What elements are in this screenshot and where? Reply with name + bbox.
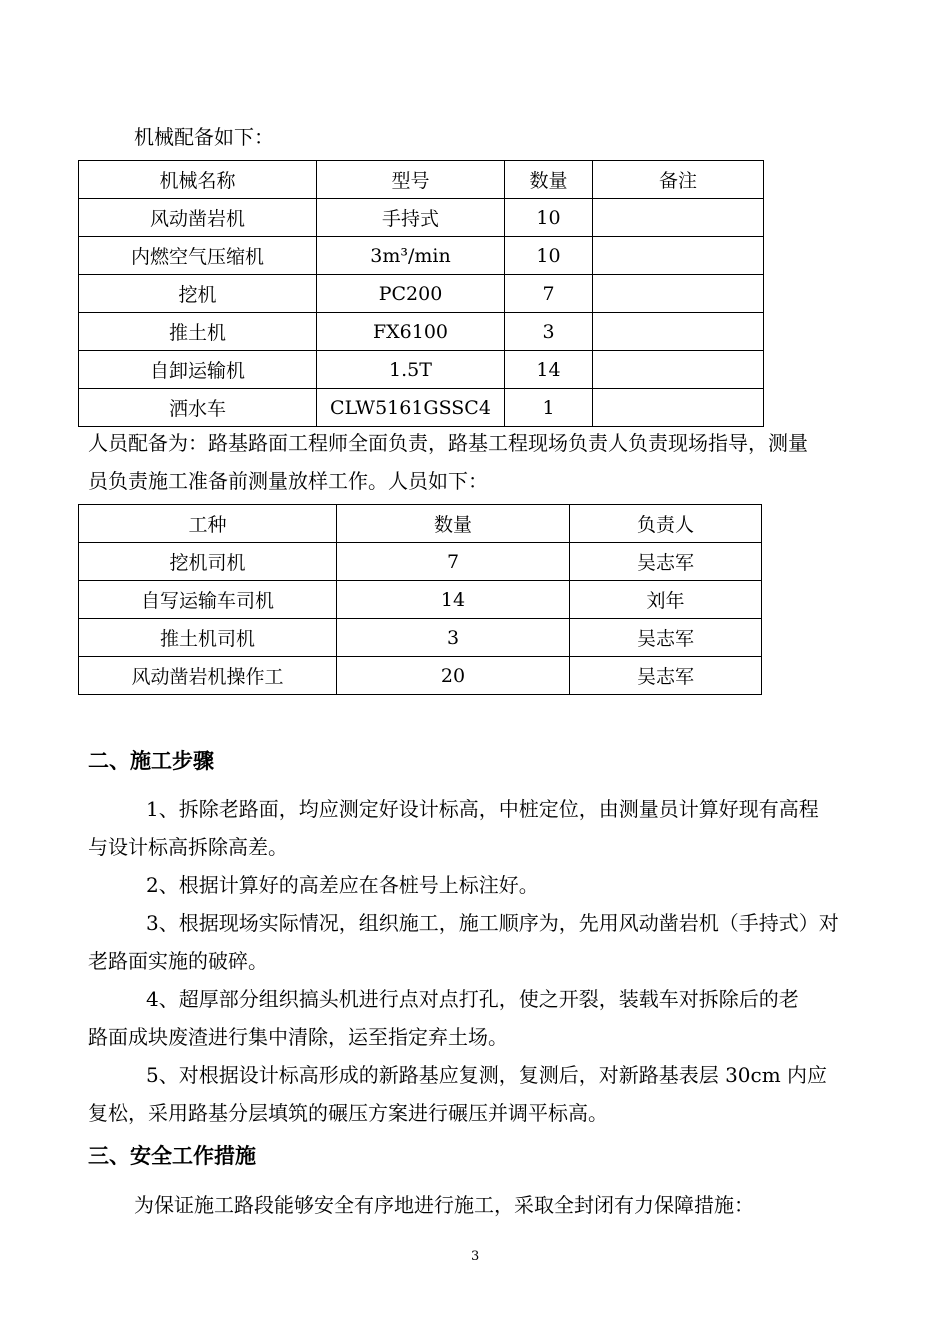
table-row [79,389,764,427]
table-cell: 推土机 [79,313,317,351]
step-1-line-2: 与设计标高拆除高差。 [88,835,288,859]
table-row [79,199,764,237]
machines-intro: 机械配备如下： [134,125,274,149]
table-cell: CLW5161GSSC4 [317,389,505,427]
table-cell: 推土机司机 [79,619,337,657]
table-header-row [79,505,762,543]
table-cell: 风动凿岩机操作工 [79,657,337,695]
table-cell: 3 [337,619,570,657]
step-4-line-2: 路面成块废渣进行集中清除，运至指定弃土场。 [88,1025,508,1049]
column-header: 备注 [593,161,764,199]
step-3-line-1: 3、根据现场实际情况，组织施工，施工顺序为，先用风动凿岩机（手持式）对 [146,911,839,935]
table-cell: 自卸运输机 [79,351,317,389]
table-cell: 挖机司机 [79,543,337,581]
column-header: 型号 [317,161,505,199]
table-cell [593,275,764,313]
table-row [79,543,762,581]
table-cell: 14 [337,581,570,619]
table-cell: 自写运输车司机 [79,581,337,619]
machines-table [78,160,764,427]
step-4-line-1: 4、超厚部分组织搞头机进行点对点打孔，使之开裂，装载车对拆除后的老 [146,987,799,1011]
table-row [79,275,764,313]
table-cell: 14 [505,351,593,389]
table-cell [593,351,764,389]
table-cell: 吴志军 [570,543,762,581]
step-2-line-1: 2、根据计算好的高差应在各桩号上标注好。 [146,873,539,897]
table-cell: 3 [505,313,593,351]
table-header-row [79,161,764,199]
table-row [79,351,764,389]
table-cell: 1 [505,389,593,427]
table-cell: 洒水车 [79,389,317,427]
column-header: 数量 [505,161,593,199]
table-cell: 挖机 [79,275,317,313]
table-row [79,657,762,695]
table-row [79,581,762,619]
table-cell: 内燃空气压缩机 [79,237,317,275]
table-row [79,619,762,657]
step-1-line-1: 1、拆除老路面，均应测定好设计标高，中桩定位，由测量员计算好现有高程 [146,797,819,821]
step-5-line-1: 5、对根据设计标高形成的新路基应复测，复测后，对新路基表层 30cm 内应 [146,1063,828,1087]
table-cell [593,199,764,237]
section-3-heading: 三、安全工作措施 [88,1144,256,1168]
table-cell: 吴志军 [570,657,762,695]
table-cell: 风动凿岩机 [79,199,317,237]
column-header: 数量 [337,505,570,543]
table-row [79,313,764,351]
safety-paragraph: 为保证施工路段能够安全有序地进行施工，采取全封闭有力保障措施： [134,1193,754,1217]
column-header: 负责人 [570,505,762,543]
table-cell: 20 [337,657,570,695]
step-3-line-2: 老路面实施的破碎。 [88,949,268,973]
table-cell: 吴志军 [570,619,762,657]
table-cell: FX6100 [317,313,505,351]
table-cell: 1.5T [317,351,505,389]
staff-paragraph-line-2: 员负责施工准备前测量放样工作。人员如下： [88,469,488,493]
column-header: 工种 [79,505,337,543]
column-header: 机械名称 [79,161,317,199]
table-cell: 10 [505,237,593,275]
table-cell [593,389,764,427]
table-cell [593,313,764,351]
step-5-line-2: 复松，采用路基分层填筑的碾压方案进行碾压并调平标高。 [88,1101,608,1125]
staff-table [78,504,762,695]
page-number: 3 [471,1249,480,1264]
table-cell: PC200 [317,275,505,313]
table-cell: 7 [505,275,593,313]
section-2-heading: 二、施工步骤 [88,749,214,773]
staff-paragraph-line-1: 人员配备为：路基路面工程师全面负责，路基工程现场负责人负责现场指导，测量 [88,431,808,455]
table-cell: 刘年 [570,581,762,619]
table-row [79,237,764,275]
table-cell: 手持式 [317,199,505,237]
table-cell: 7 [337,543,570,581]
table-cell: 3m³/min [317,237,505,275]
table-cell: 10 [505,199,593,237]
table-cell [593,237,764,275]
